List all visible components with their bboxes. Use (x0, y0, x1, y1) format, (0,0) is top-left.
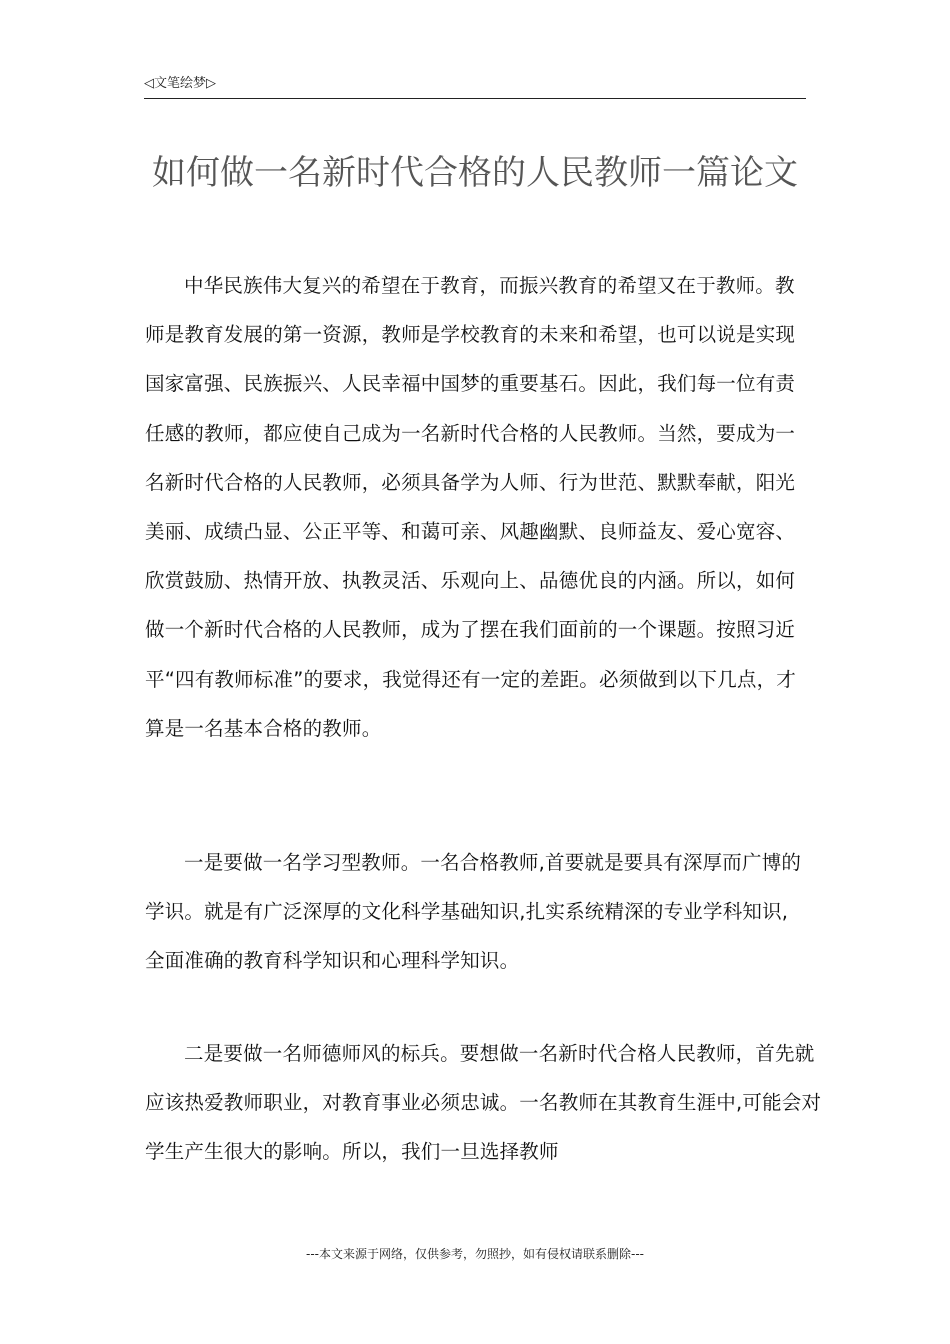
page-footer: ---本文来源于网络，仅供参考，勿照抄，如有侵权请联系删除--- (306, 1247, 644, 1261)
page-header (144, 74, 806, 99)
header-text: ◁文笔绘梦▷ (144, 76, 216, 91)
document-title: 如何做一名新时代合格的人民教师一篇论文 (152, 153, 798, 193)
paragraph-intro: 中华民族伟大复兴的希望在于教育，而振兴教育的希望又在于教师。教师是教育发展的第一资源，教师是学校教育的未来和希望，也可以说是实现国家富强、民族振兴、人民幸福中国梦的重要基石。因此，我们每一位有责任感的教师，都应使自己成为一名新时代合格的人民教师。当然，要成为一名新时代合格的人民教师，必须具备学为人师、行为世范、默默奉献，阳光美丽、成绩凸显、公正平等、和蔼可亲、风趣幽默、良师益友、爱心宽容、欣赏鼓励、热情开放、执教灵活、乐观向上、品德优良的内涵。所以，如何做一个新时代合格的人民教师，成为了摆在我们面前的一个课题。按照习近平“四有教师标准”的要求，我觉得还有一定的差距。必须做到以下几点，才算是一名基本合格的教师。 (145, 274, 797, 740)
paragraph-point-one: 一是要做一名学习型教师。一名合格教师,首要就是要具有深厚而广博的学识。就是有广泛深厚的文化科学基础知识,扎实系统精深的专业学科知识,全面准确的教育科学知识和心理科学知识。 (145, 851, 802, 973)
paragraph-point-two: 二是要做一名师德师风的标兵。要想做一名新时代合格人民教师，首先就应该热爱教师职业，对教育事业必须忠诚。一名教师在其教育生涯中,可能会对学生产生很大的影响。所以，我们一旦选择教师 (145, 1042, 822, 1164)
